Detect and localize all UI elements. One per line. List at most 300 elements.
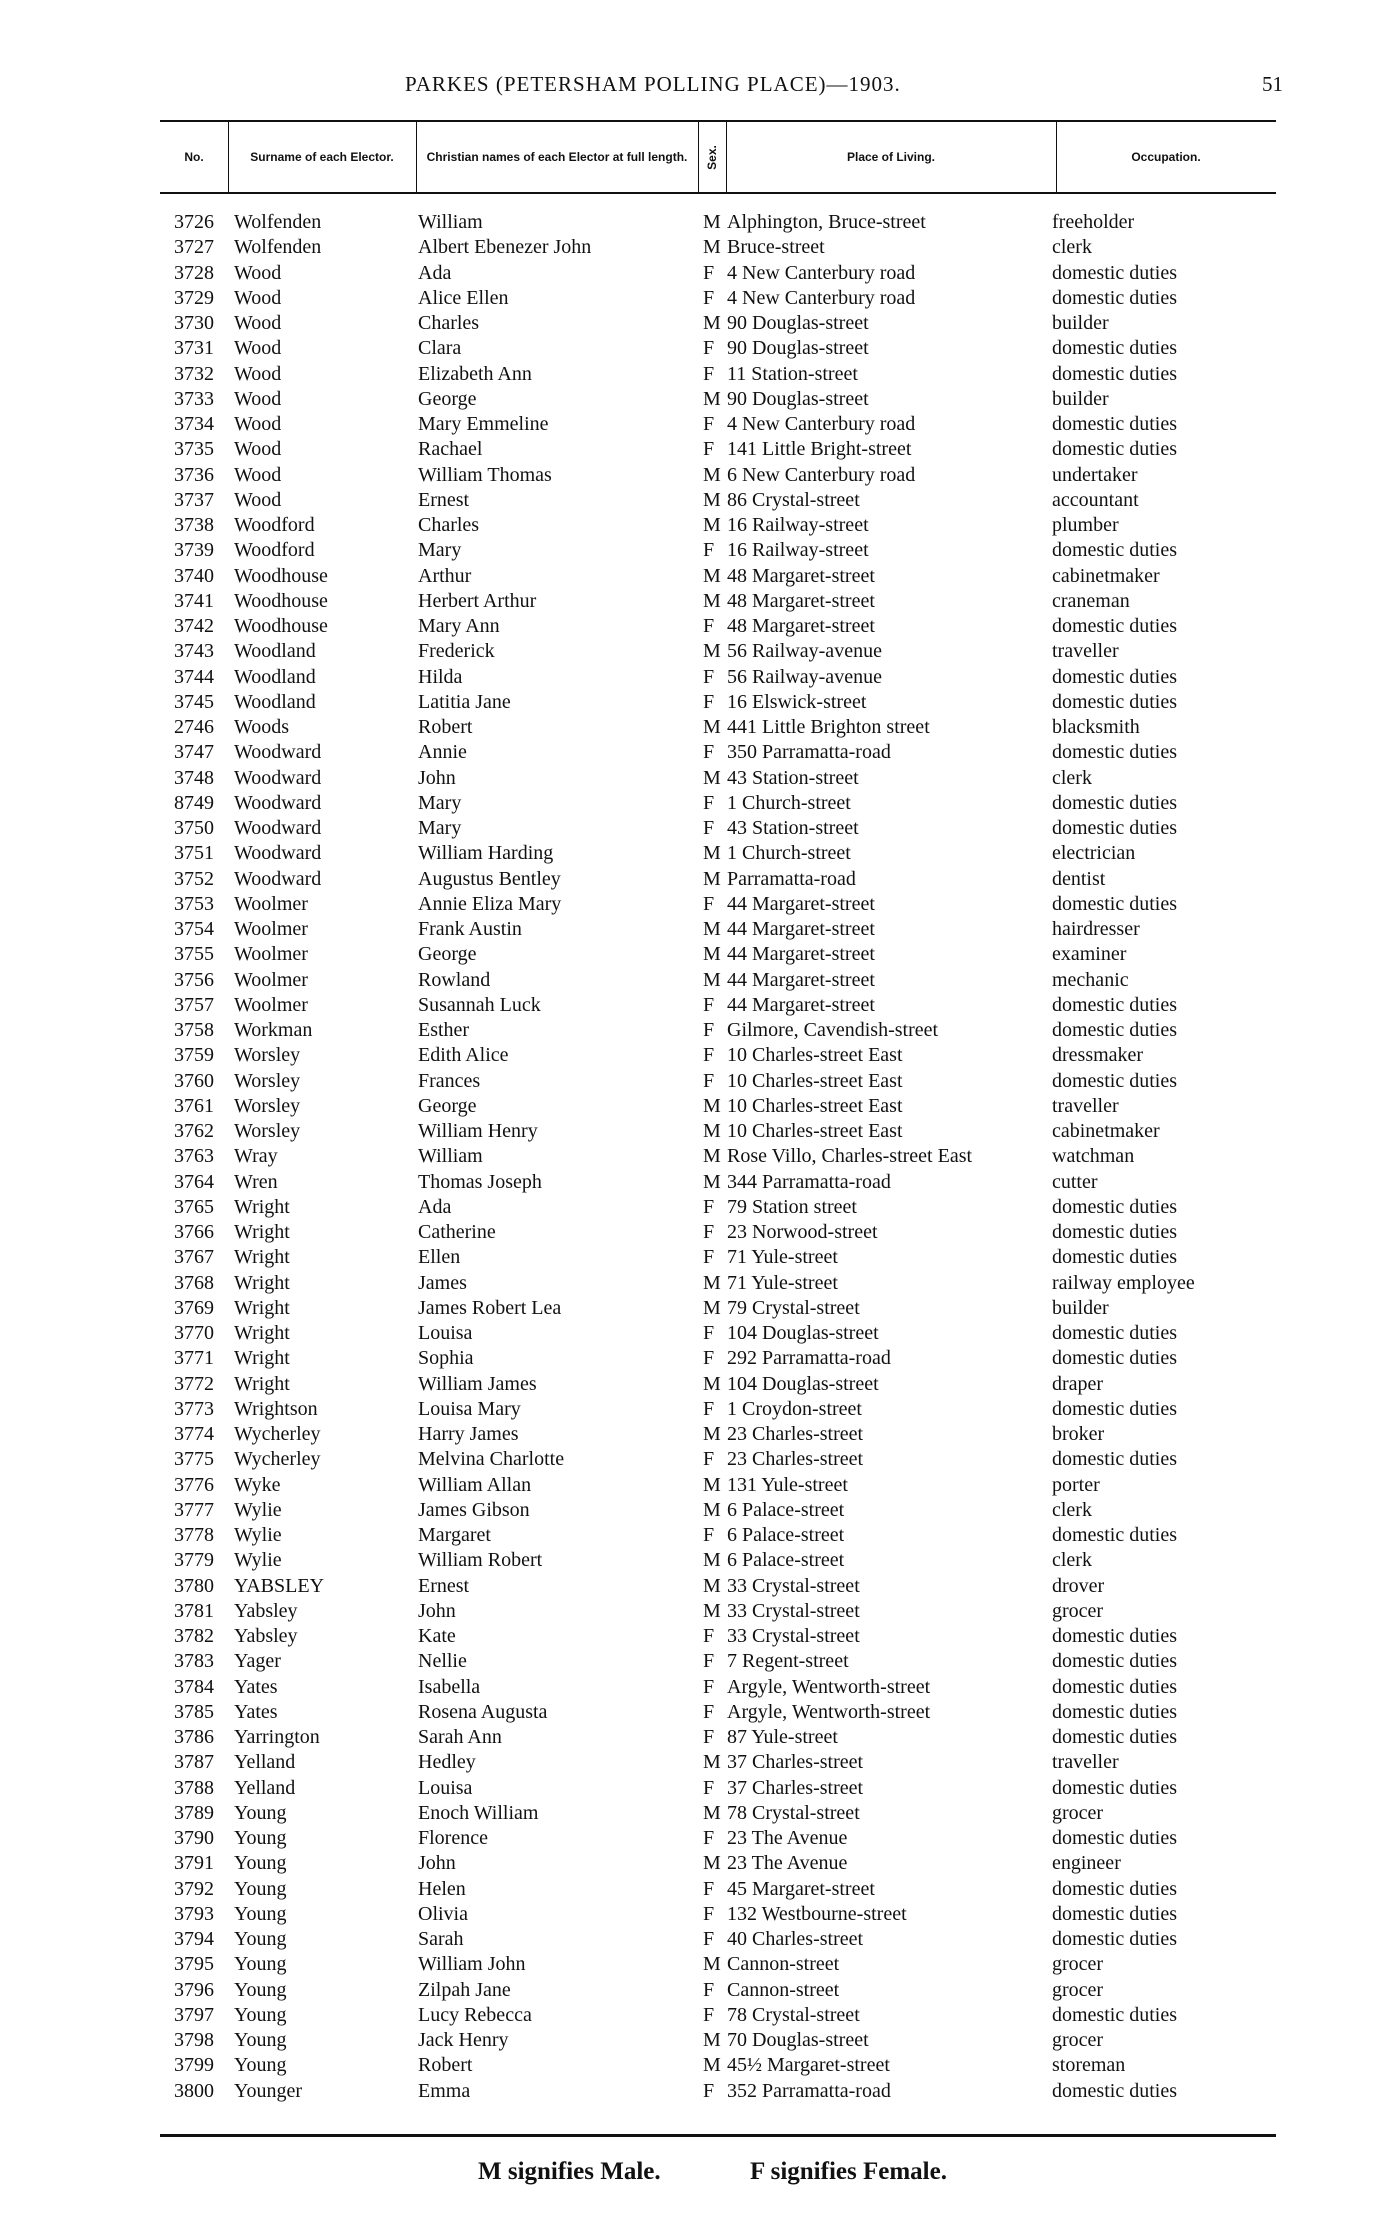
elector-number: 3783 [174, 1650, 214, 1673]
elector-christian-names: Latitia Jane [418, 690, 511, 713]
elector-christian-names: Louisa [418, 1776, 473, 1799]
elector-number: 3771 [174, 1347, 214, 1370]
column-header-surname [228, 122, 417, 192]
table-row [0, 1574, 1382, 1599]
elector-occupation: plumber [1052, 514, 1119, 536]
table-row [0, 1397, 1382, 1422]
table-row [0, 1952, 1382, 1977]
elector-christian-names: James [418, 1271, 467, 1294]
elector-christian-names: Margaret [418, 1524, 491, 1546]
table-row [0, 690, 1382, 715]
column-header-no-label: No. [184, 149, 204, 164]
page-header [0, 72, 1382, 102]
table-row [0, 2053, 1382, 2078]
elector-occupation: domestic duties [1052, 993, 1177, 1016]
table-row [0, 816, 1382, 841]
elector-place-of-living: 71 Yule-street [727, 1246, 838, 1269]
elector-occupation: domestic duties [1052, 1195, 1177, 1218]
table-row [0, 1649, 1382, 1674]
table-row [0, 841, 1382, 866]
elector-sex: F [703, 1347, 715, 1370]
elector-surname: Wood [234, 387, 282, 410]
elector-surname: Wylie [234, 1549, 282, 1572]
elector-christian-names: Nellie [418, 1650, 467, 1673]
column-header-surname-label: Surname of each Elector. [250, 149, 394, 164]
elector-occupation: grocer [1052, 1801, 1104, 1824]
elector-occupation: domestic duties [1052, 1700, 1177, 1723]
elector-sex: F [703, 1902, 715, 1925]
elector-occupation: dressmaker [1052, 1044, 1144, 1067]
elector-surname: Yates [234, 1700, 278, 1723]
elector-number: 3751 [174, 842, 214, 865]
elector-occupation: grocer [1052, 1599, 1104, 1622]
elector-occupation: domestic duties [1052, 2079, 1177, 2102]
table-row [0, 892, 1382, 917]
elector-occupation: clerk [1052, 236, 1092, 259]
elector-occupation: clerk [1052, 1549, 1092, 1572]
elector-occupation: traveller [1052, 1094, 1119, 1117]
elector-number: 3729 [174, 286, 214, 309]
table-row [0, 362, 1382, 387]
elector-surname: Young [234, 1978, 287, 2001]
elector-christian-names: Louisa [418, 1322, 473, 1344]
elector-occupation: domestic duties [1052, 817, 1177, 839]
elector-number: 3740 [174, 564, 214, 587]
elector-occupation: domestic duties [1052, 1019, 1177, 1041]
column-header-christian-names [416, 122, 699, 192]
table-row [0, 1447, 1382, 1472]
elector-number: 3756 [174, 968, 214, 991]
elector-place-of-living: 33 Crystal-street [727, 1599, 860, 1622]
elector-sex: F [703, 615, 715, 637]
elector-surname: Yelland [234, 1751, 296, 1774]
elector-christian-names: John [418, 1852, 456, 1875]
elector-surname: Wycherley [234, 1423, 321, 1445]
table-row [0, 235, 1382, 260]
elector-christian-names: Arthur [418, 564, 472, 587]
elector-surname: Wood [234, 337, 282, 360]
elector-surname: Woods [234, 716, 290, 738]
elector-surname: Wright [234, 1296, 290, 1319]
elector-sex: F [703, 690, 715, 713]
elector-occupation: domestic duties [1052, 892, 1177, 915]
elector-number: 3760 [174, 1069, 214, 1092]
table-row [0, 1372, 1382, 1397]
elector-place-of-living: Bruce-street [727, 236, 825, 259]
elector-occupation: watchman [1052, 1145, 1135, 1168]
elector-surname: Young [234, 1877, 287, 1900]
elector-occupation: builder [1052, 312, 1109, 334]
elector-surname: Wood [234, 438, 282, 461]
column-header-sex-label: Sex. [704, 144, 719, 170]
elector-place-of-living: 104 Douglas-street [727, 1372, 879, 1395]
elector-number: 3775 [174, 1448, 214, 1471]
elector-sex: F [703, 892, 715, 915]
table-row [0, 1675, 1382, 1700]
elector-occupation: examiner [1052, 943, 1127, 966]
elector-sex: M [703, 867, 721, 890]
elector-christian-names: Charles [418, 312, 480, 334]
column-header-christian-label: Christian names of each Elector at full length. [426, 149, 688, 164]
elector-number: 3745 [174, 690, 214, 713]
elector-christian-names: Rowland [418, 968, 491, 991]
elector-place-of-living: 37 Charles-street [727, 1751, 864, 1774]
elector-occupation: hairdresser [1052, 918, 1140, 940]
table-row [0, 210, 1382, 235]
elector-place-of-living: 6 Palace-street [727, 1549, 845, 1572]
elector-number: 3772 [174, 1372, 214, 1395]
table-row [0, 1801, 1382, 1826]
elector-christian-names: Rosena Augusta [418, 1700, 548, 1723]
elector-surname: Wood [234, 463, 282, 486]
elector-occupation: domestic duties [1052, 1221, 1177, 1243]
elector-place-of-living: Argyle, Wentworth-street [727, 1700, 931, 1723]
elector-surname: Wright [234, 1372, 290, 1395]
elector-sex: M [703, 968, 721, 991]
elector-surname: Wren [234, 1170, 278, 1193]
elector-surname: Wright [234, 1347, 290, 1370]
elector-number: 3727 [174, 236, 214, 259]
elector-surname: Wolfenden [234, 211, 322, 233]
table-row [0, 1296, 1382, 1321]
elector-christian-names: William [418, 1145, 483, 1168]
elector-surname: Young [234, 2029, 287, 2051]
elector-place-of-living: 78 Crystal-street [727, 1801, 860, 1824]
elector-sex: M [703, 1852, 721, 1875]
elector-number: 3785 [174, 1700, 214, 1723]
elector-surname: Wood [234, 362, 282, 385]
footer-legend [0, 2158, 1382, 2192]
table-row [0, 1473, 1382, 1498]
elector-sex: F [703, 539, 715, 562]
elector-number: 3735 [174, 438, 214, 461]
elector-sex: F [703, 1069, 715, 1092]
elector-surname: Young [234, 2054, 287, 2077]
elector-occupation: dentist [1052, 867, 1106, 890]
elector-occupation: domestic duties [1052, 1524, 1177, 1546]
elector-place-of-living: 43 Station-street [727, 817, 859, 839]
table-row [0, 1321, 1382, 1346]
elector-occupation: domestic duties [1052, 1448, 1177, 1471]
elector-christian-names: Florence [418, 1827, 488, 1849]
elector-sex: M [703, 1296, 721, 1319]
elector-number: 3743 [174, 640, 214, 663]
elector-occupation: domestic duties [1052, 665, 1177, 688]
elector-place-of-living: 70 Douglas-street [727, 2029, 869, 2051]
elector-christian-names: Sarah [418, 1928, 464, 1950]
table-row [0, 1523, 1382, 1548]
elector-sex: M [703, 514, 721, 536]
elector-number: 3730 [174, 312, 214, 334]
table-row [0, 1826, 1382, 1851]
elector-occupation: grocer [1052, 2029, 1104, 2051]
elector-surname: Yabsley [234, 1599, 298, 1622]
elector-christian-names: George [418, 943, 477, 966]
elector-place-of-living: 104 Douglas-street [727, 1322, 879, 1344]
elector-surname: Woolmer [234, 968, 308, 991]
elector-place-of-living: 44 Margaret-street [727, 993, 875, 1016]
elector-sex: F [703, 1221, 715, 1243]
elector-sex: F [703, 1700, 715, 1723]
elector-christian-names: Sarah Ann [418, 1726, 502, 1748]
elector-sex: M [703, 918, 721, 940]
elector-number: 3781 [174, 1599, 214, 1622]
table-row [0, 538, 1382, 563]
elector-place-of-living: 23 The Avenue [727, 1852, 848, 1875]
elector-occupation: domestic duties [1052, 1877, 1177, 1900]
table-row [0, 1043, 1382, 1068]
elector-place-of-living: 11 Station-street [727, 362, 858, 385]
elector-place-of-living: 10 Charles-street East [727, 1044, 903, 1067]
elector-occupation: broker [1052, 1423, 1105, 1445]
elector-number: 3744 [174, 665, 214, 688]
elector-place-of-living: Argyle, Wentworth-street [727, 1675, 931, 1698]
elector-christian-names: Ada [418, 261, 452, 284]
elector-sex: F [703, 413, 715, 435]
table-row [0, 1119, 1382, 1144]
elector-sex: F [703, 1625, 715, 1647]
elector-occupation: domestic duties [1052, 539, 1177, 562]
elector-place-of-living: 10 Charles-street East [727, 1094, 903, 1117]
elector-occupation: freeholder [1052, 211, 1135, 233]
elector-occupation: domestic duties [1052, 1397, 1177, 1420]
elector-place-of-living: 23 Charles-street [727, 1423, 864, 1445]
table-row [0, 1978, 1382, 2003]
elector-number: 3742 [174, 615, 214, 637]
elector-sex: F [703, 1978, 715, 2001]
elector-place-of-living: 90 Douglas-street [727, 387, 869, 410]
elector-occupation: domestic duties [1052, 1069, 1177, 1092]
elector-surname: Wright [234, 1195, 290, 1218]
elector-place-of-living: 44 Margaret-street [727, 943, 875, 966]
elector-place-of-living: 48 Margaret-street [727, 564, 875, 587]
elector-surname: Wood [234, 261, 282, 284]
elector-place-of-living: 37 Charles-street [727, 1776, 864, 1799]
elector-occupation: traveller [1052, 640, 1119, 663]
elector-occupation: domestic duties [1052, 2003, 1177, 2026]
elector-christian-names: James Gibson [418, 1498, 530, 1521]
elector-number: 3777 [174, 1498, 214, 1521]
elector-occupation: railway employee [1052, 1271, 1195, 1294]
bottom-rule [160, 2134, 1276, 2137]
elector-occupation: domestic duties [1052, 1650, 1177, 1673]
elector-place-of-living: 4 New Canterbury road [727, 261, 916, 284]
elector-christian-names: Harry James [418, 1423, 519, 1445]
elector-surname: Woolmer [234, 993, 308, 1016]
elector-occupation: draper [1052, 1372, 1104, 1395]
table-row [0, 614, 1382, 639]
elector-occupation: builder [1052, 387, 1109, 410]
table-row [0, 867, 1382, 892]
elector-number: 3748 [174, 766, 214, 789]
elector-sex: M [703, 1372, 721, 1395]
elector-surname: Wycherley [234, 1448, 321, 1471]
table-row [0, 942, 1382, 967]
elector-sex: F [703, 1448, 715, 1471]
elector-sex: F [703, 1675, 715, 1698]
elector-number: 3741 [174, 589, 214, 612]
elector-surname: Younger [234, 2079, 302, 2102]
elector-occupation: domestic duties [1052, 690, 1177, 713]
elector-sex: M [703, 766, 721, 789]
elector-sex: F [703, 1246, 715, 1269]
table-row [0, 917, 1382, 942]
elector-occupation: blacksmith [1052, 716, 1140, 738]
elector-place-of-living: 79 Crystal-street [727, 1296, 860, 1319]
elector-occupation: engineer [1052, 1852, 1121, 1875]
elector-christian-names: Mary [418, 791, 462, 814]
elector-surname: Wright [234, 1271, 290, 1294]
elector-number: 3779 [174, 1549, 214, 1572]
elector-christian-names: Elizabeth Ann [418, 362, 532, 385]
elector-occupation: domestic duties [1052, 438, 1177, 461]
elector-place-of-living: 4 New Canterbury road [727, 413, 916, 435]
elector-number: 3769 [174, 1296, 214, 1319]
elector-occupation: clerk [1052, 1498, 1092, 1521]
elector-surname: Young [234, 1852, 287, 1875]
elector-surname: Wyke [234, 1473, 281, 1496]
elector-occupation: domestic duties [1052, 741, 1177, 764]
elector-surname: Woolmer [234, 918, 308, 940]
elector-christian-names: William Allan [418, 1473, 532, 1496]
elector-place-of-living: 87 Yule-street [727, 1726, 838, 1748]
table-row [0, 1902, 1382, 1927]
elector-surname: Worsley [234, 1094, 301, 1117]
elector-christian-names: Kate [418, 1625, 456, 1647]
elector-christian-names: William Robert [418, 1549, 543, 1572]
elector-number: 3752 [174, 867, 214, 890]
table-row [0, 993, 1382, 1018]
elector-christian-names: Ernest [418, 1574, 470, 1597]
table-row [0, 1750, 1382, 1775]
elector-number: 3734 [174, 413, 214, 435]
elector-surname: Wylie [234, 1524, 282, 1546]
elector-occupation: domestic duties [1052, 1322, 1177, 1344]
elector-surname: Young [234, 1928, 287, 1950]
elector-number: 3764 [174, 1170, 214, 1193]
elector-occupation: domestic duties [1052, 615, 1177, 637]
elector-sex: F [703, 2003, 715, 2026]
male-legend: M signifies Male. [478, 2158, 661, 2185]
elector-sex: M [703, 1271, 721, 1294]
elector-occupation: electrician [1052, 842, 1136, 865]
elector-number: 3750 [174, 817, 214, 839]
elector-place-of-living: 10 Charles-street East [727, 1120, 903, 1142]
table-row [0, 437, 1382, 462]
elector-number: 3762 [174, 1120, 214, 1142]
elector-place-of-living: 6 Palace-street [727, 1524, 845, 1546]
elector-surname: Woodland [234, 640, 316, 663]
elector-sex: M [703, 1498, 721, 1521]
elector-christian-names: John [418, 766, 456, 789]
elector-surname: Wood [234, 286, 282, 309]
elector-place-of-living: 78 Crystal-street [727, 2003, 860, 2026]
elector-surname: Woodward [234, 791, 322, 814]
elector-christian-names: Jack Henry [418, 2029, 509, 2051]
table-row [0, 1422, 1382, 1447]
elector-surname: Worsley [234, 1120, 301, 1142]
elector-place-of-living: Cannon-street [727, 1978, 840, 2001]
elector-surname: Woodland [234, 690, 316, 713]
elector-christian-names: Rachael [418, 438, 483, 461]
elector-sex: M [703, 1423, 721, 1445]
page-number: 51 [1262, 72, 1283, 96]
elector-christian-names: Isabella [418, 1675, 481, 1698]
table-row [0, 715, 1382, 740]
table-row [0, 968, 1382, 993]
elector-number: 3766 [174, 1221, 214, 1243]
elector-christian-names: George [418, 387, 477, 410]
table-row [0, 1700, 1382, 1725]
elector-sex: M [703, 463, 721, 486]
elector-surname: Wood [234, 413, 282, 435]
elector-occupation: cutter [1052, 1170, 1098, 1193]
elector-surname: Woodford [234, 514, 315, 536]
elector-place-of-living: 16 Railway-street [727, 539, 869, 562]
elector-sex: M [703, 1145, 721, 1168]
table-row [0, 665, 1382, 690]
elector-christian-names: Zilpah Jane [418, 1978, 511, 2001]
elector-sex: M [703, 1170, 721, 1193]
table-row [0, 1346, 1382, 1371]
elector-sex: M [703, 943, 721, 966]
elector-number: 3747 [174, 741, 214, 764]
elector-sex: F [703, 1827, 715, 1849]
elector-christian-names: Ernest [418, 488, 470, 511]
elector-number: 3786 [174, 1726, 214, 1748]
table-row [0, 2003, 1382, 2028]
table-row [0, 1776, 1382, 1801]
elector-sex: F [703, 1726, 715, 1748]
elector-surname: Wright [234, 1246, 290, 1269]
elector-surname: Woodward [234, 741, 322, 764]
elector-christian-names: Louisa Mary [418, 1397, 521, 1420]
elector-surname: Young [234, 1953, 287, 1976]
elector-sex: F [703, 1044, 715, 1067]
elector-occupation: domestic duties [1052, 286, 1177, 309]
elector-christian-names: Mary [418, 539, 462, 562]
elector-place-of-living: Rose Villo, Charles-street East [727, 1145, 973, 1168]
elector-sex: F [703, 1322, 715, 1344]
elector-sex: M [703, 1549, 721, 1572]
elector-surname: Woodland [234, 665, 316, 688]
elector-sex: M [703, 312, 721, 334]
elector-place-of-living: 6 Palace-street [727, 1498, 845, 1521]
elector-place-of-living: 344 Parramatta-road [727, 1170, 891, 1193]
elector-number: 3759 [174, 1044, 214, 1067]
elector-occupation: domestic duties [1052, 337, 1177, 360]
elector-number: 3737 [174, 488, 214, 511]
table-row [0, 412, 1382, 437]
table-row [0, 1245, 1382, 1270]
elector-occupation: domestic duties [1052, 1827, 1177, 1849]
elector-surname: Young [234, 1902, 287, 1925]
elector-number: 3791 [174, 1852, 214, 1875]
elector-number: 3793 [174, 1902, 214, 1925]
table-row [0, 791, 1382, 816]
elector-sex: F [703, 1524, 715, 1546]
elector-christian-names: William Harding [418, 842, 554, 865]
elector-christian-names: James Robert Lea [418, 1296, 562, 1319]
elector-place-of-living: 1 Church-street [727, 842, 851, 865]
elector-christian-names: Enoch William [418, 1801, 539, 1824]
elector-occupation: domestic duties [1052, 1625, 1177, 1647]
elector-number: 3768 [174, 1271, 214, 1294]
elector-number: 3776 [174, 1473, 214, 1496]
table-row [0, 1548, 1382, 1573]
elector-christian-names: William Thomas [418, 463, 552, 486]
elector-number: 3765 [174, 1195, 214, 1218]
